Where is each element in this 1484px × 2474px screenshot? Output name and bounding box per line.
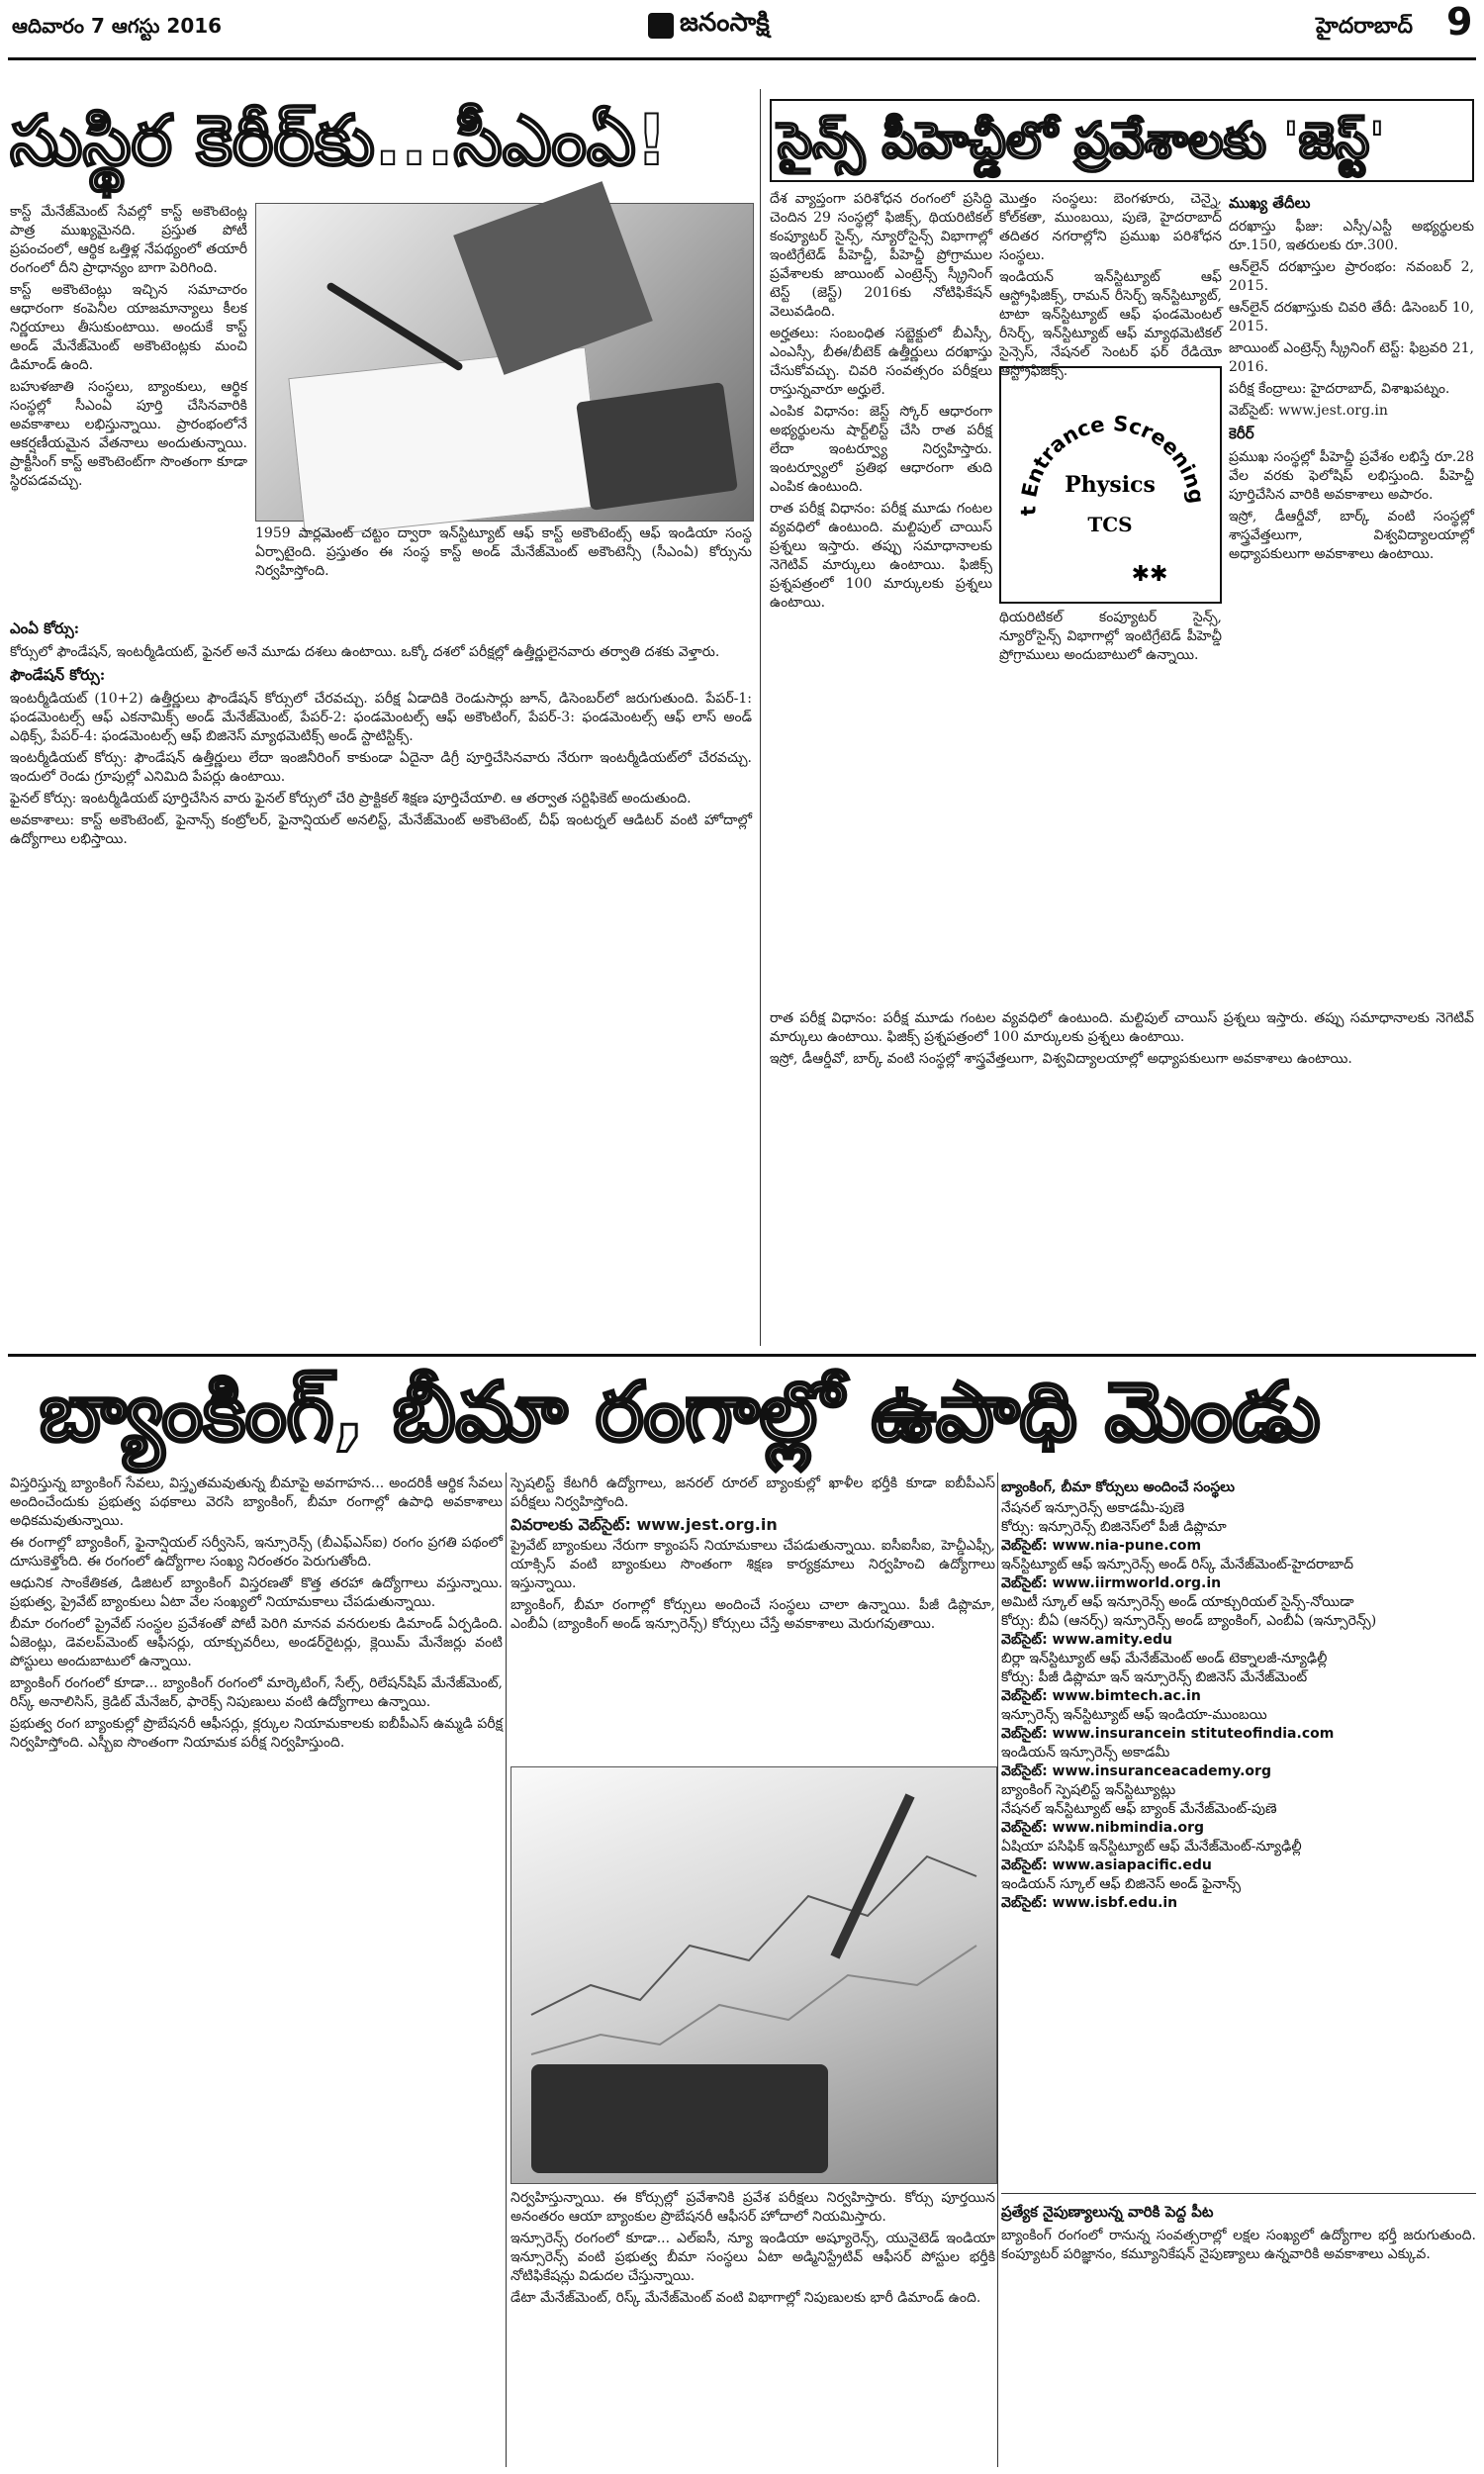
jest-paragraph: ఇండియన్ ఇన్‌స్టిట్యూట్ ఆఫ్ ఆస్ట్రోఫిజిక్స్, రామన్ రీసెర్చ్ ఇన్‌స్టిట్యూట్, టాటా ఇన్‌స్టిట్యూట్ ఆఫ్ ఫండమెంటల్ రీసెర్చ్, ఇన్‌స్టిట్యూట్ ఆఫ్ మ్యాథమెటికల్ సైన్సెస్, నేషనల్ సెంటర్ ఫర్ రేడియో ఆస్ట్రోఫిజిక్స్. [999,269,1222,379]
banking-website: వివరాలకు వెబ్‌సైట్: www.jest.org.in [510,1515,778,1534]
banking-headline: బ్యాంకింగ్, బీమా రంగాల్లో ఉపాధి మెండు [40,1366,1321,1460]
institute-line: అమిటీ స్కూల్ ఆఫ్ ఇన్సూరెన్స్ అండ్ యాక్చురియల్ సైన్స్-నోయిడా [1001,1594,1354,1610]
cma-paragraph: అవకాశాలు: కాస్ట్ అకౌంటెంట్, ఫైనాన్స్ కంట్రోలర్, ఫైనాన్షియల్ అనలిస్ట్, మేనేజ్‌మెంట్ అకౌంటెంట్, చీఫ్ ఇంటర్నల్ ఆడిటర్ వంటి హోదాల్లో ఉద్యోగాలు లభిస్తాయి. [10,812,752,847]
institute-website: వెబ్‌సైట్: www.isbf.edu.in [1001,1895,1178,1911]
logo-icon [648,13,674,39]
banking-paragraph: నిర్వహిస్తున్నాయి. ఈ కోర్సుల్లో ప్రవేశానికి ప్రవేశ పరీక్షలు నిర్వహిస్తారు. కోర్సు పూర్తయిన అనంతరం ఆయా బ్యాంకుల ప్రొబేషనరీ ఆఫీసర్ హోదాలో నియమిస్తారు. [510,2190,995,2225]
cma-paragraph: కాస్ట్ అకౌంటెంట్లు ఇచ్చిన సమాచారం ఆధారంగా కంపెనీల యాజమాన్యాలు కీలక నిర్ణయాలు తీసుకుంటాయి. అందుకే కాస్ట్ అండ్ మేనేజ్‌మెంట్ అకౌంటెంట్లకు మంచి డిమాండ్ ఉంది. [10,282,247,373]
banking-col-2-top [510,1475,995,1761]
banking-paragraph: బ్యాంకింగ్ రంగంలో కూడా... బ్యాంకింగ్ రంగంలో మార్కెటింగ్, సేల్స్, రిలేషన్‌షిప్ మేనేజ్‌మెంట్, రిస్క్ అనాలిసిస్, క్రెడిట్ మేనేజర్, ఫారెక్స్ నిపుణులు వంటి ఉద్యోగాలు ఉన్నాయి. [10,1675,503,1710]
jest-paragraph: రాత పరీక్ష విధానం: పరీక్ష మూడు గంటల వ్యవధిలో ఉంటుంది. మల్టిపుల్ చాయిస్ ప్రశ్నలు ఇస్తారు. తప్పు సమాధానాలకు నెగెటివ్ మార్కులు ఉంటాయి. ఫిజిక్స్ ప్రశ్నపత్రంలో 100 మార్కులకు ప్రశ్నలు ఉంటాయి. [770,1010,1474,1045]
jest-headline-box [770,99,1474,182]
jest-col-2 [999,190,1222,379]
institute-website: వెబ్‌సైట్: www.nia-pune.com [1001,1538,1202,1554]
cma-paragraph: ఇంటర్మీడియట్ కోర్సు: ఫౌండేషన్ ఉత్తీర్ణులు లేదా ఇంజినీరింగ్ కాకుండా ఏదైనా డిగ్రీ పూర్తిచేసినవారు నేరుగా ఇంటర్మీడియట్‌లో చేరవచ్చు. ఇందులో రెండు గ్రూపుల్లో ఎనిమిది పేపర్లు ఉంటాయి. [10,750,752,785]
jest-paragraph: ఇస్రో, డీఆర్డీవో, బార్క్ వంటి సంస్థల్లో శాస్త్రవేత్తలుగా, విశ్వవిద్యాలయాల్లో అధ్యాపకులుగా అవకాశాలు ఉంటాయి. [770,1051,1352,1067]
institute-line: బ్యాంకింగ్ స్పెషలిస్ట్ ఇన్‌స్టిట్యూట్లు [1001,1782,1176,1798]
banking-paragraph: స్పెషలిస్ట్ కేటగిరీ ఉద్యోగాలు, జనరల్ రూరల్ బ్యాంకుల్లో ఖాళీల భర్తీకి కూడా ఐబీపీఎస్ పరీక్షలు నిర్వహిస్తోంది. [510,1475,995,1510]
banking-paragraph: ఆధునిక సాంకేతికత, డిజిటల్ బ్యాంకింగ్ విస్తరణతో కొత్త తరహా ఉద్యోగాలు వస్తున్నాయి. ప్రభుత్వ, ప్రైవేట్ బ్యాంకులు ఏటా వేల సంఖ్యలో నియామకాలు చేపడుతున్నాయి. [10,1575,503,1610]
jest-emblem [999,366,1222,604]
banking-col-3-bottom [1001,2199,1476,2466]
institute-line: ఇండియన్ ఇన్సూరెన్స్ అకాడమీ [1001,1745,1170,1760]
jest-paragraph: ఎంపిక విధానం: జెస్ట్ స్కోర్ ఆధారంగా అభ్యర్థులను షార్ట్‌లిస్ట్ చేసి రాత పరీక్ష లేదా ఇంటర్వ్యూ నిర్వహిస్తారు. ఇంటర్వ్యూలో ప్రతిభ ఆధారంగా తుది ఎంపిక ఉంటుంది. [770,404,992,495]
cma-subheading: ఎంఏ కోర్సు: [10,619,80,637]
jest-date-item: జాయింట్ ఎంట్రెన్స్ స్క్రీనింగ్ టెస్ట్: ఫిబ్రవరి 21, 2016. [1229,340,1474,375]
jest-career-title: కెరీర్ [1229,425,1254,442]
jest-paragraph: థియరిటికల్ కంప్యూటర్ సైన్స్, న్యూరోసైన్స్ విభాగాల్లో ఇంటిగ్రేటెడ్ పీహెచ్డీ ప్రోగ్రాములు అందుబాటులో ఉన్నాయి. [999,610,1222,663]
cma-paragraph: ఫైనల్ కోర్సు: ఇంటర్మీడియట్ పూర్తిచేసిన వారు ఫైనల్ కోర్సులో చేరి ప్రాక్టికల్ శిక్షణ పూర్తిచేయాలి. ఆ తర్వాత సర్టిఫికెట్ అందుతుంది. [10,791,692,807]
section-divider [8,1354,1476,1357]
institute-line: ఏషియా పసిఫిక్ ఇన్‌స్టిట్యూట్ ఆఫ్ మేనేజ్‌మెంట్-న్యూఢిల్లీ [1001,1839,1302,1855]
cma-photo [255,203,754,522]
paper-graph-line [531,1946,976,2054]
institute-website: వెబ్‌సైట్: www.insuranceacademy.org [1001,1763,1271,1779]
cma-subheading: ఫౌండేషన్ కోర్సు: [10,666,106,684]
jest-paragraph: అర్హతలు: సంబంధిత సబ్జెక్టులో బీఎస్సీ, ఎంఎస్సీ, బీఈ/బీటెక్ ఉత్తీర్ణులు దరఖాస్తు చేసుకోవచ్చు. చివరి సంవత్సరం పరీక్షలు రాస్తున్నవారూ అర్హులే. [770,326,992,398]
chart-sketch-svg [511,1767,994,2181]
column-divider [760,89,761,1346]
asterisk-icon: ✱✱ [1131,562,1168,587]
banking-paragraph: విస్తరిస్తున్న బ్యాంకింగ్ సేవలు, విస్తృతమవుతున్న బీమాపై అవగాహన... అందరికీ ఆర్థిక సేవలు అందించేందుకు ప్రభుత్వ పథకాలు వెరసి బ్యాంకింగ్, బీమా రంగాల్లో ఉపాధి అవకాశాలు అధికమవుతున్నాయి. [10,1475,503,1529]
sleeve-shape [453,181,653,375]
masthead-title: జనంసాక్షి [680,8,770,38]
institute-website: వెబ్‌సైట్: www.asiapacific.edu [1001,1857,1212,1873]
banking-paragraph: ప్రభుత్వ రంగ బ్యాంకుల్లో ప్రొబేషనరీ ఆఫీసర్లు, క్లర్కుల నియామకాలకు ఐబీపీఎస్ ఉమ్మడి పరీక్ష నిర్వహిస్తోంది. ఎస్బీఐ సొంతంగా నియామక పరీక్ష నిర్వహిస్తుంది. [10,1716,503,1751]
institute-line: బిర్లా ఇన్‌స్టిట్యూట్ ఆఫ్ మేనేజ్‌మెంట్ అండ్ టెక్నాలజీ-న్యూఢిల్లీ [1001,1651,1328,1666]
banking-paragraph: బ్యాంకింగ్ రంగంలో రానున్న సంవత్సరాల్లో లక్షల సంఖ్యలో ఉద్యోగాల భర్తీ జరుగుతుంది. కంప్యూటర్ పరిజ్ఞానం, కమ్యూనికేషన్ నైపుణ్యాలు ఉన్నవారికి అవకాశాలు ఎక్కువ. [1001,2228,1476,2262]
jest-col-3 [1229,190,1474,1001]
institute-website: వెబ్‌సైట్: www.amity.edu [1001,1632,1172,1648]
banking-paragraph: డేటా మేనేజ్‌మెంట్, రిస్క్ మేనేజ్‌మెంట్ వంటి విభాగాల్లో నిపుణులకు భారీ డిమాండ్ ఉంది. [510,2290,981,2306]
jest-date-item: ఆన్‌లైన్ దరఖాస్తుకు చివరి తేదీ: డిసెంబర్ 10, 2015. [1229,300,1474,334]
institutes-title: బ్యాంకింగ్, బీమా కోర్సులు అందించే సంస్థలు [1001,1479,1235,1495]
jest-website: వెబ్‌సైట్: www.jest.org.in [1229,403,1388,419]
institute-line: కోర్సు: ఇన్సూరెన్స్ బిజినెస్‌లో పీజీ డిప్లొమా [1001,1519,1227,1535]
column-divider [506,1473,507,2467]
jest-date-item: దరఖాస్తు ఫీజు: ఎస్సీ/ఎస్టీ అభ్యర్థులకు రూ.150, ఇతరులకు రూ.300. [1229,219,1474,253]
jest-emblem-tcs: TCS [1087,513,1133,536]
pen-shape [830,1793,914,1958]
calculator-shape [576,382,738,511]
cma-paragraph: 1959 పార్లమెంట్ చట్టం ద్వారా ఇన్‌స్టిట్యూట్ ఆఫ్ కాస్ట్ అకౌంటెంట్స్ ఆఫ్ ఇండియా సంస్థ ఏర్పాటైంది. ప్రస్తుతం ఈ సంస్థ కాస్ట్ అండ్ మేనేజ్‌మెంట్ అకౌంటెన్సీ (సీఎంఏ) కోర్సును నిర్వహిస్తోంది. [255,525,752,579]
institute-line: నేషనల్ ఇన్‌స్టిట్యూట్ ఆఫ్ బ్యాంక్ మేనేజ్‌మెంట్-పుణె [1001,1801,1277,1817]
header-date: ఆదివారం 7 ఆగస్టు 2016 [12,14,223,38]
jest-headline: సైన్స్ పీహెచ్డీలో ప్రవేశాలకు 'జెస్ట్' [778,112,1385,169]
masthead-logo [648,8,770,44]
banking-paragraph: ప్రైవేట్ బ్యాంకులు నేరుగా క్యాంపస్ నియామకాలు చేపడుతున్నాయి. ఐసీఐసీఐ, హెచ్డీఎఫ్సీ, యాక్సిస్ వంటి బ్యాంకులు సొంతంగా శిక్షణ కార్యక్రమాలు నిర్వహించి ఉద్యోగాలు ఇస్తున్నాయి. [510,1538,995,1591]
header-rule [8,57,1476,60]
pen-shape [325,281,464,372]
header-city: హైదరాబాద్ [1316,14,1413,39]
institute-line: ఇన్‌స్టిట్యూట్ ఆఫ్ ఇన్సూరెన్స్ అండ్ రిస్క్ మేనేజ్‌మెంట్-హైదరాబాద్ [1001,1557,1353,1572]
institute-line: ఇండియన్ స్కూల్ ఆఫ్ బిజినెస్ అండ్ ఫైనాన్స్ [1001,1876,1242,1892]
institute-line: కోర్సు: పీజీ డిప్లొమా ఇన్ ఇన్సూరెన్స్ బిజినెస్ మేనేజ్‌మెంట్ [1001,1669,1308,1685]
jest-col-2b [999,609,1222,1004]
page-number: 9 [1446,0,1473,44]
institute-website: వెబ్‌సైట్: www.bimtech.ac.in [1001,1688,1201,1704]
cma-paragraph: ఇంటర్మీడియట్ (10+2) ఉత్తీర్ణులు ఫౌండేషన్ కోర్సులో చేరవచ్చు. పరీక్ష ఏడాదికి రెండుసార్లు జూన్, డిసెంబర్‌లో జరుగుతుంది. పేపర్-1: ఫండమెంటల్స్ ఆఫ్ ఎకనామిక్స్ అండ్ మేనేజ్‌మెంట్, పేపర్-2: ఫండమెంటల్స్ ఆఫ్ అకౌంటింగ్, పేపర్-3: ఫండమెంటల్స్ ఆఫ్ లాస్ అండ్ ఎథిక్స్, పేపర్-4: ఫండమెంటల్స్ ఆఫ్ బిజినెస్ మ్యాథమెటిక్స్ అండ్ స్టాటిస్టిక్స్. [10,691,752,744]
skills-subheading: ప్రత్యేక నైపుణ్యాలున్న వారికి పెద్ద పీట [1001,2203,1214,2221]
jest-date-item: ఆన్‌లైన్ దరఖాస్తుల ప్రారంభం: నవంబర్ 2, 2015. [1229,259,1474,294]
jest-col-bottom [770,1009,1474,1341]
jest-paragraph: దేశ వ్యాప్తంగా పరిశోధన రంగంలో ప్రసిద్ధి చెందిన 29 సంస్థల్లో ఫిజిక్స్, థియరిటికల్ కంప్యూటర్ సైన్స్, న్యూరోసైన్స్ విభాగాల్లో ఇంటిగ్రేటెడ్ పీహెచ్డీ, పీహెచ్డీ ప్రోగ్రాముల ప్రవేశాలకు జాయింట్ ఎంట్రెన్స్ స్క్రీనింగ్ టెస్ట్ (జెస్ట్) 2016కు నోటిఫికేషన్ వెలువడింది. [770,191,992,320]
jest-emblem-title: t Entrance Screening [1016,411,1209,517]
jest-emblem-physics: Physics [1065,472,1156,498]
cma-col-body [10,616,752,1348]
jest-paragraph: మొత్తం సంస్థలు: బెంగళూరు, చెన్నై, కోల్‌కతా, ముంబయి, పుణె, హైదరాబాద్ తదితర నగరాల్లోని ప్రముఖ పరిశోధన సంస్థలు. [999,191,1222,263]
institute-line: ఇన్సూరెన్స్ ఇన్‌స్టిట్యూట్ ఆఫ్ ఇండియా-ముంబయి [1001,1707,1267,1723]
banking-col-2-bottom [510,2189,995,2466]
jest-dates-title: ముఖ్య తేదీలు [1229,194,1311,212]
cma-col-mid [255,524,752,614]
cma-headline: సుస్థిర కెరీర్‌కు...సీఎంఏ! [10,100,668,181]
institute-website: వెబ్‌సైట్: www.nibmindia.org [1001,1820,1205,1836]
institute-line: కోర్సు: బీఏ (ఆనర్స్) ఇన్సూరెన్స్ అండ్ బ్యాంకింగ్, ఎంబీఏ (ఇన్సూరెన్స్) [1001,1613,1377,1629]
banking-paragraph: బ్యాంకింగ్, బీమా రంగాల్లో కోర్సులు అందించే సంస్థలు చాలా ఉన్నాయి. పీజీ డిప్లొమా, ఎంబీఏ (బ్యాంకింగ్ అండ్ ఇన్సూరెన్స్) కోర్సులు చేస్తే అవకాశాలు మెరుగవుతాయి. [510,1597,995,1632]
banking-paragraph: బీమా రంగంలో ప్రైవేట్ సంస్థల ప్రవేశంతో పోటీ పెరిగి మానవ వనరులకు డిమాండ్ ఏర్పడింది. ఏజెంట్లు, డెవలప్‌మెంట్ ఆఫీసర్లు, యాక్చువరీలు, అండర్‌రైటర్లు, క్లెయిమ్ మేనేజర్లు వంటి పోస్టులు అందుబాటులో ఉన్నాయి. [10,1616,503,1669]
column-divider [997,1473,998,2467]
institute-line: నేషనల్ ఇన్సూరెన్స్ అకాడమీ-పుణె [1001,1500,1185,1516]
cma-paragraph: బహుళజాతి సంస్థలు, బ్యాంకులు, ఆర్థిక సంస్థల్లో సీఎంఏ పూర్తి చేసినవారికి అవకాశాలు లభిస్తున్నాయి. ప్రారంభంలోనే ఆకర్షణీయమైన వేతనాలు అందుతున్నాయి. ప్రాక్టీసింగ్ కాస్ట్ అకౌంటెంట్‌గా సొంతంగా కూడా స్థిరపడవచ్చు. [10,379,247,489]
jest-col-1 [770,190,992,1001]
banking-col-3 [1001,1475,1476,2187]
jest-paragraph: రాత పరీక్ష విధానం: పరీక్ష మూడు గంటల వ్యవధిలో ఉంటుంది. మల్టిపుల్ చాయిస్ ప్రశ్నలు ఇస్తారు. తప్పు సమాధానాలకు నెగెటివ్ మార్కులు ఉంటాయి. ఫిజిక్స్ ప్రశ్నపత్రంలో 100 మార్కులకు ప్రశ్నలు ఉంటాయి. [770,501,992,611]
banking-paragraph: ఇన్సూరెన్స్ రంగంలో కూడా... ఎల్ఐసీ, న్యూ ఇండియా అష్యూరెన్స్, యునైటెడ్ ఇండియా ఇన్సూరెన్స్ వంటి ప్రభుత్వ బీమా సంస్థలు ఏటా అడ్మినిస్ట్రేటివ్ ఆఫీసర్ పోస్టుల భర్తీకి నోటిఫికేషన్లు విడుదల చేస్తున్నాయి. [510,2231,995,2284]
page-header [0,0,1484,65]
jest-date-item: పరీక్ష కేంద్రాలు: హైదరాబాద్, విశాఖపట్నం. [1229,381,1450,397]
banking-col-1 [10,1475,503,2464]
jest-paragraph: ప్రముఖ సంస్థల్లో పీహెచ్డీ ప్రవేశం లభిస్తే రూ.28 వేల వరకు ఫెలోషిప్ లభిస్తుంది. పీహెచ్డీ పూర్తిచేసిన వారికి అవకాశాలు అపారం. [1229,449,1474,503]
banking-paragraph: ఈ రంగాల్లో బ్యాంకింగ్, ఫైనాన్షియల్ సర్వీసెస్, ఇన్సూరెన్స్ (బీఎఫ్ఎస్ఐ) రంగం ప్రగతి పథంలో దూసుకెళ్తోంది. ఈ రంగంలో ఉద్యోగాల సంఖ్య నిరంతరం పెరుగుతోంది. [10,1535,503,1570]
box-divider [1001,2193,1476,2194]
jest-emblem-svg [1001,368,1220,602]
calculator-shape [531,2064,828,2173]
cma-col-left [10,203,247,614]
banking-photo [510,1766,997,2184]
paper-graph-line [531,1856,976,2015]
institute-website: వెబ్‌సైట్: www.iirmworld.org.in [1001,1575,1222,1591]
institute-website: వెబ్‌సైట్: www.insurancein stituteofindia.com [1001,1726,1335,1742]
jest-paragraph: ఇస్రో, డీఆర్డీవో, బార్క్ వంటి సంస్థల్లో శాస్త్రవేత్తలుగా, విశ్వవిద్యాలయాల్లో అధ్యాపకులుగా అవకాశాలు ఉంటాయి. [1229,509,1474,562]
cma-paragraph: కోర్సులో ఫౌండేషన్, ఇంటర్మీడియట్, ఫైనల్ అనే మూడు దశలు ఉంటాయి. ఒక్కో దశలో పరీక్షల్లో ఉత్తీర్ణులైనవారు తర్వాతి దశకు వెళ్తారు. [10,644,720,660]
cma-paragraph: కాస్ట్ మేనేజ్‌మెంట్ సేవల్లో కాస్ట్ అకౌంటెంట్ల పాత్ర ముఖ్యమైనది. ప్రస్తుత పోటీ ప్రపంచంలో, ఆర్థిక ఒత్తిళ్ల నేపథ్యంలో తయారీ రంగంలో దీని ప్రాధాన్యం బాగా పెరిగింది. [10,204,247,276]
desk-paper-shape [288,347,602,538]
